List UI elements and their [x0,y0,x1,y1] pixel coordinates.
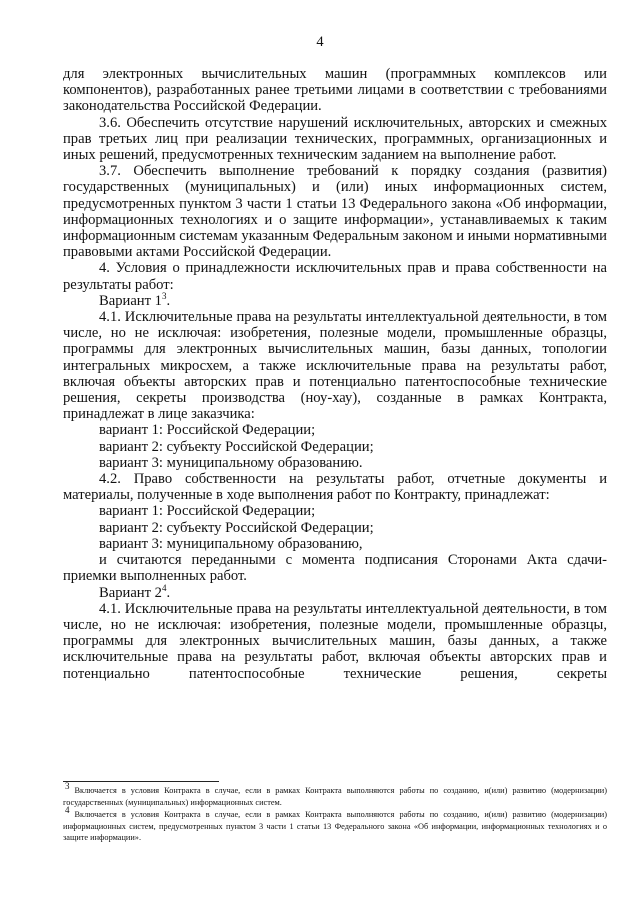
paragraph-transfer: и считаются переданными с момента подписания Сторонами Акта сдачи-приемки выполненных работ. [63,552,607,585]
variant-2-after: . [166,584,171,601]
footnote-text: Включается в условия Контракта в случае, если в рамках Контракта выполняются работы по созданию, и(или) развитию (модернизации) государственных (муниципальных) информационных систем. [63,786,607,807]
footnote-4 [63,805,607,844]
paragraph-cont: для электронных вычислительных машин (программных комплексов или компонентов), разработанных ранее третьими лицами в соответствии с требованиями законодательства Российской Федерации. [63,66,607,115]
list-item: вариант 1: Российской Федерации; [99,422,316,439]
page-number: 4 [316,34,324,50]
variant-1-after: . [166,292,171,309]
list-item: вариант 1: Российской Федерации; [99,503,316,520]
paragraph-4-1-v2: 4.1. Исключительные права на результаты интеллектуальной деятельности, в том числе, но не исключая: изобретения, полезные модели, промышленные образцы, программы для электронных вычислительных машин, базы данных, а также исключительные права на результаты работ, включая объекты авторских прав и потенциально патентоспособные технические решения, секреты [63,600,607,682]
paragraph-3-6: 3.6. Обеспечить отсутствие нарушений исключительных, авторских и смежных прав третьих лиц при реализации технических, программных, организационных и иных решений, предусмотренных техническим заданием на выполнение работ. [63,114,607,164]
list-item: вариант 3: муниципальному образованию, [99,535,363,552]
paragraph-3-7: 3.7. Обеспечить выполнение требований к порядку создания (развития) государственных (муниципальных) и (или) иных информационных систем, предусмотренных пунктом 3 части 1 статьи 13 Федерального закона «Об информации, информационных технологиях и о защите информации», устанавливаемых к таким информационным системам указанным Федеральным законом и иными нормативными правовыми актами Российской Федерации. [63,163,607,261]
footnote-mark: 4 [65,805,70,816]
list-item: вариант 2: субъекту Российской Федерации; [99,438,374,455]
variant-1-label: Вариант 1 [99,292,162,309]
footnote-3 [63,781,607,808]
list-item: вариант 2: субъекту Российской Федерации; [99,519,374,536]
variant-1-heading [63,290,607,309]
paragraph-4-1-v1: 4.1. Исключительные права на результаты интеллектуальной деятельности, в том числе, но не исключая: изобретения, полезные модели, промышленные образцы, программы для электронных вычислительных машин, базы данных, топологии интегральных микросхем, а также исключительные права на результаты работ, включая объекты авторских прав и потенциально патентоспособные технические решения, секреты производства (ноу-хау), созданные в рамках Контракта, принадлежат в лице заказчика: [63,309,607,423]
variant-2-heading [63,582,607,601]
footnote-text: Включается в условия Контракта в случае, если в рамках Контракта выполняются работы по созданию, и(или) развитию (модернизации) информационных систем, предусмотренных пунктом 3 части 1 статьи 13 Федерального закона «Об информации, информационных технологиях и о защите информации». [63,810,607,843]
footnote-ref-3: 3 [161,290,167,301]
footnote-mark: 3 [65,781,70,792]
variant-2-label: Вариант 2 [99,584,162,601]
list-item: вариант 3: муниципальному образованию. [99,454,363,471]
paragraph-4-2: 4.2. Право собственности на результаты работ, отчетные документы и материалы, полученные в ходе выполнения работ по Контракту, принадлежат: [63,471,607,504]
footnotes [63,781,607,845]
footnote-separator [63,781,219,782]
document-body [63,66,607,682]
footnote-ref-4: 4 [161,582,167,593]
paragraph-4: 4. Условия о принадлежности исключительных прав и права собственности на результаты работ: [63,260,607,293]
